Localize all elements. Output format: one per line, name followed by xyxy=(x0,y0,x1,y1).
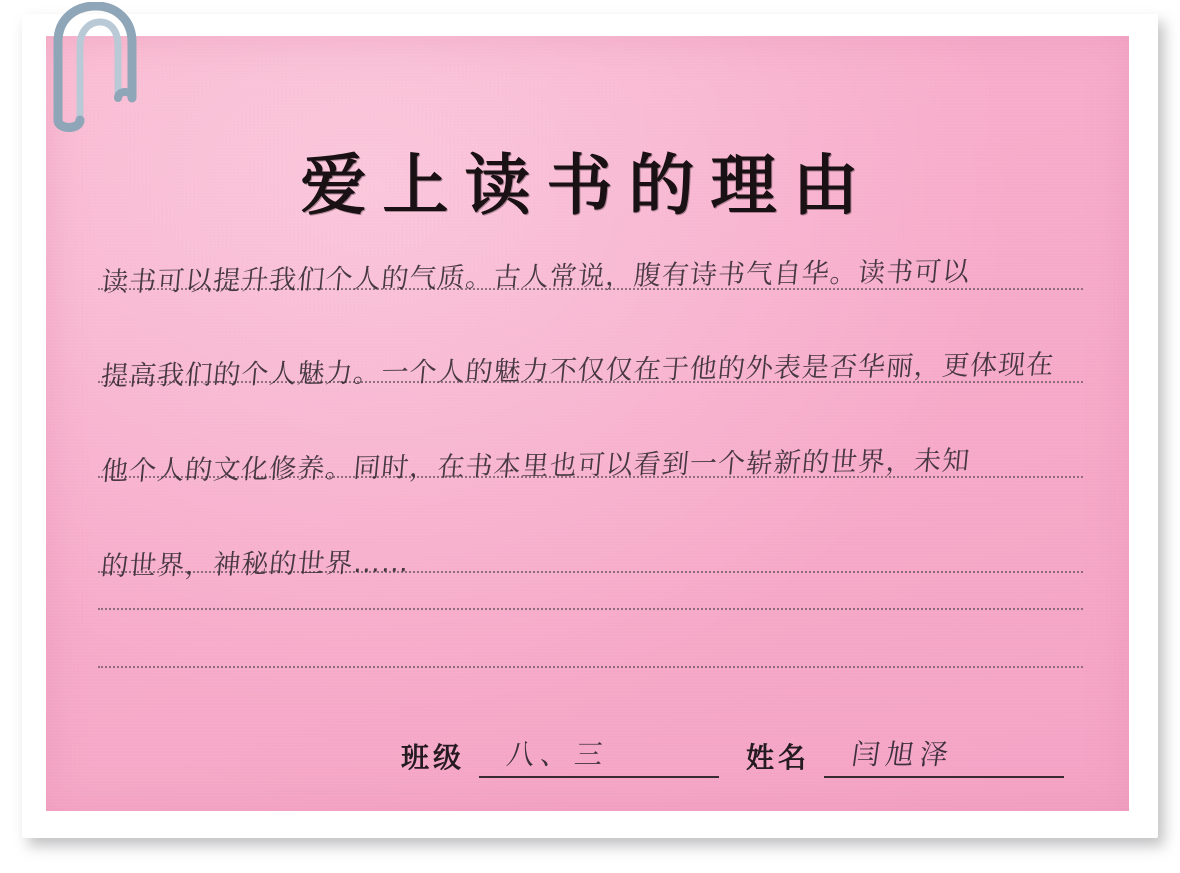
handwriting-line-3: 他个人的文化修养。同时，在书本里也可以看到一个崭新的世界，未知 xyxy=(99,445,972,488)
handwriting-line-4: 的世界，神秘的世界…… xyxy=(99,547,411,583)
rule-line-6 xyxy=(98,608,1083,610)
class-field-label: 班级 xyxy=(401,741,466,774)
class-field-value: 八、三 xyxy=(504,738,612,771)
rule-line-5 xyxy=(98,666,1083,668)
name-field[interactable] xyxy=(746,736,1064,778)
paperclip-icon xyxy=(40,2,160,132)
class-field-line[interactable] xyxy=(479,740,719,778)
page-title: 爱上读书的理由 xyxy=(300,147,875,224)
name-field-line[interactable] xyxy=(824,740,1064,778)
footer-fields xyxy=(46,736,1129,806)
handwriting-line-2: 提高我们的个人魅力。一个人的魅力不仅仅在于他的外表是否华丽，更体现在 xyxy=(99,349,1056,393)
class-field[interactable] xyxy=(401,736,719,778)
worksheet-card xyxy=(46,36,1129,811)
name-field-value: 闫旭泽 xyxy=(849,738,957,771)
handwriting-line-1: 读书可以提升我们个人的气质。古人常说，腹有诗书气自华。读书可以 xyxy=(99,256,972,299)
name-field-label: 姓名 xyxy=(746,741,811,774)
